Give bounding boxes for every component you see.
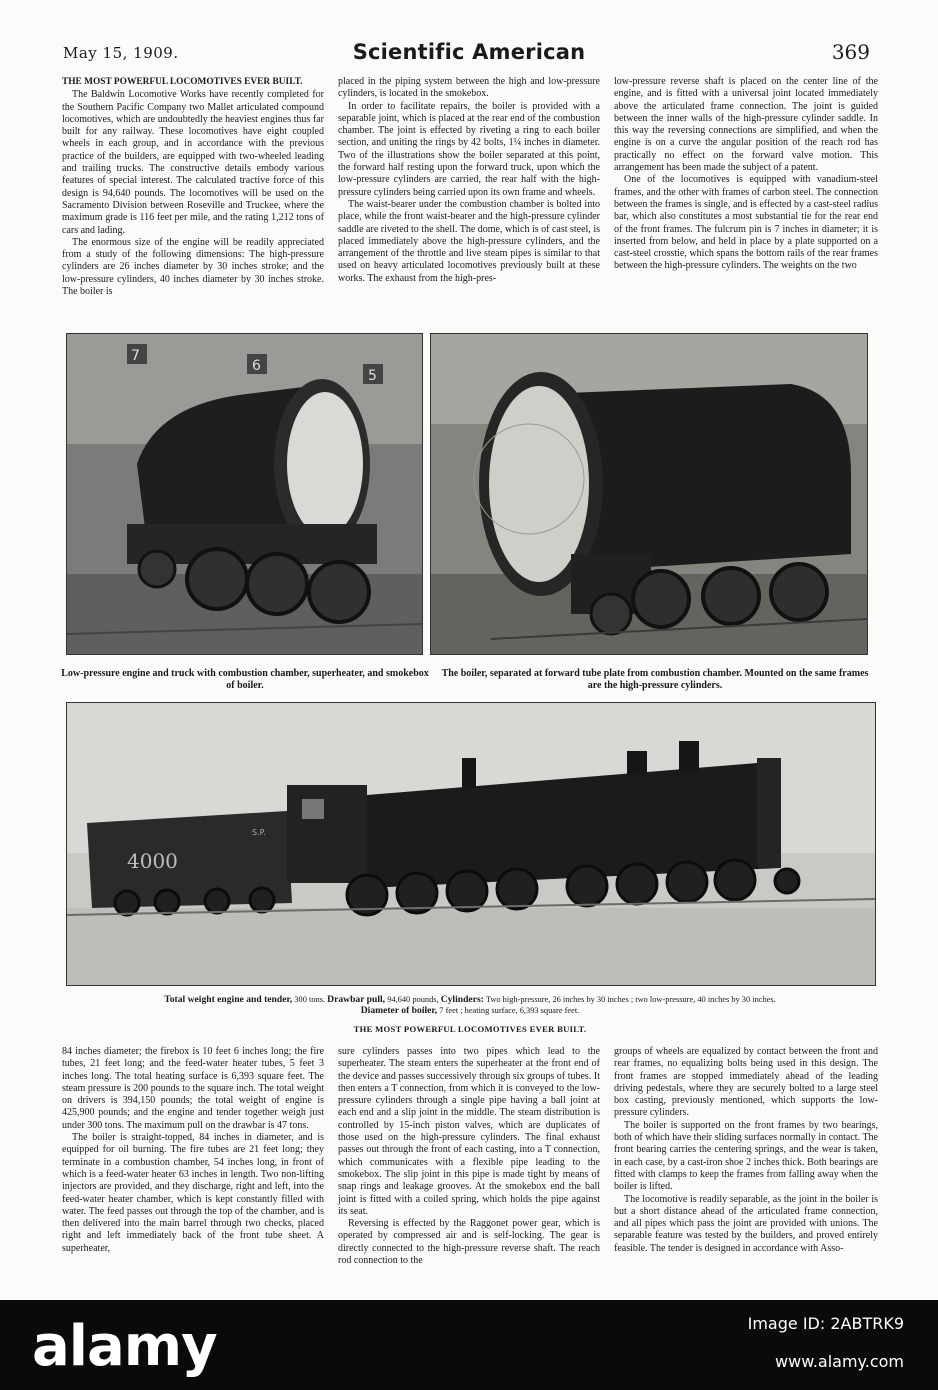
tender-number: 4000 xyxy=(127,849,178,873)
paragraph: One of the locomotives is equipped with vanadium-steel frames, and the other with frames of carbon steel. The connection between the frames is single, and is effected by a cast-steel radius bar, which also constitutes a most substantial tie for the rear end of the front frames. The fulcrum pin is 7 inches in diameter; it is inserted from below, and held in place by a plate supported on a cast-steel crosstie, which spans the bottom rails of the rear frames between the high-pressure cylinders. The weights on the two xyxy=(614,174,878,272)
bottom-column-2 xyxy=(338,1046,600,1267)
issue-date: May 15, 1909. xyxy=(63,44,179,62)
paragraph: The boiler is straight-topped, 84 inches in diameter, and is equipped for oil burning. The fire tubes are 21 feet long; they terminate in a combustion chamber, 54 inches long, in front of which is a feed-water heater 63 inches in length. Two non-lifting injectors are provided, and they discharge, right and left, into the feed-water heater chamber, which is kept constantly filled with water. The feed passes out through the top of the chamber, and is then delivered into the main barrel through two checks, placed right and left immediately back of the front tube sheet. A superheater, xyxy=(62,1132,324,1254)
spec-value: 7 feet ; heating surface, 6,393 square feet. xyxy=(439,1006,580,1015)
paragraph: Reversing is effected by the Raggonet power gear, which is operated by compressed air and is self-locking. The gear is directly connected to the high-pressure reverse shaft. The reach rod connection to the xyxy=(338,1218,600,1267)
paragraph: placed in the piping system between the high and low-pressure cylinders, is located in the smokebox. xyxy=(338,76,600,100)
paragraph: The Baldwin Locomotive Works have recently completed for the Southern Pacific Company two Mallet articulated compound locomotives, which are undoubtedly the heaviest engines thus far built for any railway. These locomotives have eight coupled wheels in each group, and in accordance with the previous practice of the builders, are equipped with two-wheeled leading and trailing trucks. The constructive details embody various features of special interest. The calculated tractive force of this design is 94,640 pounds. The locomotives will be used on the Sacramento Division between Roseville and Truckee, where the maximum grade is 116 feet per mile, and the rating 1,212 tons of cars and lading. xyxy=(62,89,324,236)
top-column-2 xyxy=(338,76,600,285)
paragraph: The locomotive is readily separable, as the joint in the boiler is but a short distance ahead of the articulated frame connection, and all pipes which pass the joint are provided with unions. The separable feature was tested by the builders, and proved entirely feasible. The tender is designed in accordance with Asso- xyxy=(614,1193,878,1254)
bottom-column-1 xyxy=(62,1046,324,1255)
article-heading: THE MOST POWERFUL LOCOMOTIVES EVER BUILT. xyxy=(62,77,303,87)
spec-label: Drawbar pull, xyxy=(327,994,386,1005)
photo-full-locomotive xyxy=(66,702,876,986)
top-column-1 xyxy=(62,76,324,298)
top-column-3 xyxy=(614,76,878,273)
spec-label: Cylinders: xyxy=(440,994,484,1005)
alamy-logo: alamy xyxy=(32,1314,217,1379)
spec-value: 300 tons. xyxy=(294,995,326,1004)
figure-1-caption: Low-pressure engine and truck with combustion chamber, superheater, and smokebox of boiler. xyxy=(61,668,429,691)
site-url[interactable]: www.alamy.com xyxy=(775,1352,904,1371)
paragraph: 84 inches diameter; the firebox is 10 feet 6 inches long; the fire tubes, 21 feet long; and the feed-water heater tubes, 5 feet 3 inches long. The total heating surface is 6,393 square feet. The steam pressure is 200 pounds to the square inch. The total weight on drivers is 394,150 pounds; the total weight of engine is 425,900 pounds; and the engine and tender together weigh just under 300 tons. The maximum pull on the drawbar is 47 tons. xyxy=(62,1046,324,1131)
spec-label: Total weight engine and tender, xyxy=(164,994,293,1005)
specifications xyxy=(60,994,880,1016)
paragraph: low-pressure reverse shaft is placed on the center line of the engine, and is fitted with a universal joint located immediately above the articulated frame connection. The joint is guided between the inner walls of the high-pressure cylinder saddle. In this way the reversing connections are simplified, and when the engine is on a curve the angular position of the reach rod has practically no effect on the forward valve motion. This arrangement has been made the subject of a patent. xyxy=(614,76,878,174)
spec-label: Diameter of boiler, xyxy=(360,1005,438,1016)
spec-value: Two high-pressure, 26 inches by 30 inches ; two low-pressure, 40 inches by 30 inches. xyxy=(485,995,776,1004)
bottom-column-3 xyxy=(614,1046,878,1255)
page-number: 369 xyxy=(831,40,870,64)
photo-low-pressure-engine xyxy=(66,333,423,655)
image-id: Image ID: 2ABTRK9 xyxy=(747,1314,904,1333)
shop-number: 6 xyxy=(252,358,261,374)
spec-value: 94,640 pounds, xyxy=(387,995,439,1004)
paragraph: The enormous size of the engine will be readily appreciated from a study of the following dimensions: The high-pressure cylinders are 26 inches diameter by 30 inches stroke; and the low-pressure cylinders, 40 inches diameter by 30 inches stroke. The boiler is xyxy=(62,236,324,298)
paragraph: sure cylinders passes into two pipes which lead to the superheater. The steam enters the superheater at the front end of the device and passes successively through six groups of tubes. It then enters a T connection, from which it is conveyed to the low-pressure cylinders through a single pipe having a ball joint at each end and a slip joint in the middle. The steam distribution is controlled by 15-inch piston valves, which are duplicates of those used on the high-pressure cylinders. The final exhaust passes out through the front of each casting, into a T connection, which communicates with a flexible pipe leading to the smokebox. The slip joint in this pipe is made tight by means of snap rings and leakage grooves. At the smokebox end the ball joint is fitted with a coiled spring, which holds the pipe against its seat. xyxy=(338,1046,600,1217)
photo-separated-boiler xyxy=(430,333,868,655)
paragraph: The boiler is supported on the front frames by two bearings, both of which have their sliding surfaces normally in contact. The front bearing carries the centering springs, and the wear is taken, in each case, by a cast-iron shoe 2 inches thick. Both bearings are fitted with clamps to keep the frames from falling away when the boiler is lifted. xyxy=(614,1119,878,1193)
masthead-title: Scientific American xyxy=(352,40,586,64)
paragraph: In order to facilitate repairs, the boiler is provided with a separable joint, which is placed at the rear end of the combustion chamber. The joint is effected by riveting a ring to each boiler section, and uniting the rings by 42 bolts, 1¼ inches in diameter. Two of the illustrations show the boiler separated at this point, the forward half resting upon the forward truck, upon which the low-pressure cylinders are carried, the rear half with the high-pressure cylinders being carried upon its own frame and wheels. xyxy=(338,100,600,198)
shop-number: 7 xyxy=(131,348,140,364)
watermark-bar xyxy=(0,1300,938,1390)
paragraph: The waist-bearer under the combustion chamber is bolted into place, while the front waist-bearer and the high-pressure cylinder saddle are riveted to the shell. The dome, which is of cast steel, is placed immediately above the high-pressure cylinders, and the arrangement of the throttle and live steam pipes is similar to that used on heavy articulated locomotives previously built at these works. The exhaust from the high-pres- xyxy=(338,198,600,284)
main-figure-caption: THE MOST POWERFUL LOCOMOTIVES EVER BUILT. xyxy=(353,1024,587,1034)
paragraph: groups of wheels are equalized by contact between the front and rear frames, no equalizing bolts being used in this design. The front frames are stopped immediately ahead of the leading driving pedestals, where they are securely bolted to a large steel box casting, previously mentioned, which supports the low-pressure cylinders. xyxy=(614,1046,878,1119)
shop-number: 5 xyxy=(368,368,377,384)
tender-letters: S.P. xyxy=(252,828,266,837)
figure-2-caption: The boiler, separated at forward tube plate from combustion chamber. Mounted on the same frames are the high-pressure cylinders. xyxy=(441,668,869,691)
